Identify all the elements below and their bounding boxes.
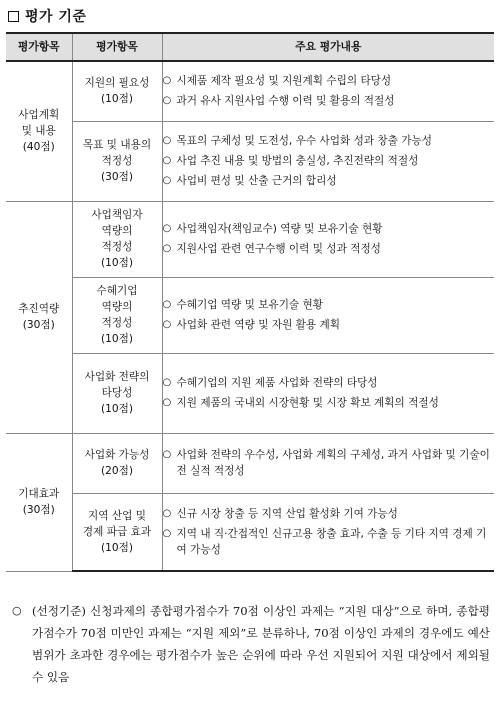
- item-cell: 지역 산업 및 경제 파급 효과 (10점): [72, 493, 162, 571]
- list-item: ○ 사업책임자(책임교수) 역량 및 보유기술 현황: [162, 223, 383, 235]
- table-row: [6, 61, 494, 121]
- item-cell: 지원의 필요성 (10점): [72, 61, 162, 121]
- list-item: ○ 사업 추진 내용 및 방법의 충실성, 추진전략의 적절성: [162, 155, 419, 167]
- list-item: ○ 목표의 구체성 및 도전성, 우수 사업화 성과 창출 가능성: [162, 135, 432, 147]
- list-item: ○ 과거 유사 지원사업 수행 이력 및 활용의 적절성: [162, 95, 395, 108]
- section-heading: [8, 6, 86, 26]
- table-header-row: [6, 33, 494, 61]
- table-row: [6, 353, 494, 433]
- list-item: ○ 신규 시장 창출 등 지역 산업 활성화 기여 가능성: [162, 507, 398, 520]
- header-content: 주요 평가내용: [162, 33, 494, 61]
- checkbox-square-icon: [8, 11, 19, 22]
- list-item: ○ 지원사업 관련 연구수행 이력 및 성과 적정성: [162, 243, 381, 255]
- list-item: ○ 사업화 전략의 우수성, 사업화 계획의 구체성, 과거 사업화 및 기술이전 실적 적정성: [162, 449, 490, 477]
- content-cell: [162, 61, 494, 121]
- item-cell: 사업화 전략의 타당성 (10점): [72, 353, 162, 433]
- content-cell: [162, 121, 494, 201]
- section-title: 평가 기준: [25, 9, 87, 25]
- table-row: [6, 121, 494, 201]
- content-cell: [162, 493, 494, 571]
- list-item: ○ 사업비 편성 및 산출 근거의 합리성: [162, 175, 337, 187]
- list-item: ○ 지원 제품의 국내외 시장현황 및 시장 확보 계획의 적절성: [162, 397, 439, 409]
- content-cell: [162, 201, 494, 277]
- list-item: ○ 지역 내 직·간접적인 신규고용 창출 효과, 수출 등 기타 지역 경제 기여 가능성: [162, 527, 487, 556]
- item-cell: 사업화 가능성 (20점): [72, 433, 162, 493]
- evaluation-criteria-table: [6, 32, 494, 572]
- header-area: 평가항목: [6, 33, 72, 61]
- content-cell: [162, 353, 494, 433]
- selection-criteria-note: [12, 600, 490, 688]
- list-item: ○ 수혜기업의 지원 제품 사업화 전략의 타당성: [162, 377, 378, 389]
- item-cell: 목표 및 내용의 적정성 (30점): [72, 121, 162, 201]
- item-cell: 수혜기업 역량의 적정성 (10점): [72, 277, 162, 353]
- area-cell: 사업계획 및 내용 (40점): [6, 61, 72, 201]
- header-item: 평가항목: [72, 33, 162, 61]
- content-cell: [162, 433, 494, 493]
- table-row: [6, 493, 494, 571]
- item-cell: 사업책임자 역량의 적정성 (10점): [72, 201, 162, 277]
- list-item: ○ 시제품 제작 필요성 및 지원계획 수립의 타당성: [162, 75, 392, 88]
- area-cell: 추진역량 (30점): [6, 201, 72, 433]
- note-text: (선정기준) 신청과제의 종합평가점수가 70점 이상인 과제는 “지원 대상”으로 하며, 종합평가점수가 70점 미만인 과제는 “지원 제외”로 분류하나, 70점 이상인 과제의 경우에도 예산 범위가 초과한 경우에는 평가점수가 높은 순위에 따라 우선 지원되어 지원 대상에서 제외될 수 있음: [32, 604, 490, 684]
- list-item: ○ 수혜기업 역량 및 보유기술 현황: [162, 299, 324, 311]
- note-bullet: ○: [12, 604, 22, 617]
- table-row: [6, 277, 494, 353]
- table-row: [6, 201, 494, 277]
- area-cell: 기대효과 (30점): [6, 433, 72, 571]
- table-row: [6, 433, 494, 493]
- list-item: ○ 사업화 관련 역량 및 자원 활용 계획: [162, 319, 340, 331]
- content-cell: [162, 277, 494, 353]
